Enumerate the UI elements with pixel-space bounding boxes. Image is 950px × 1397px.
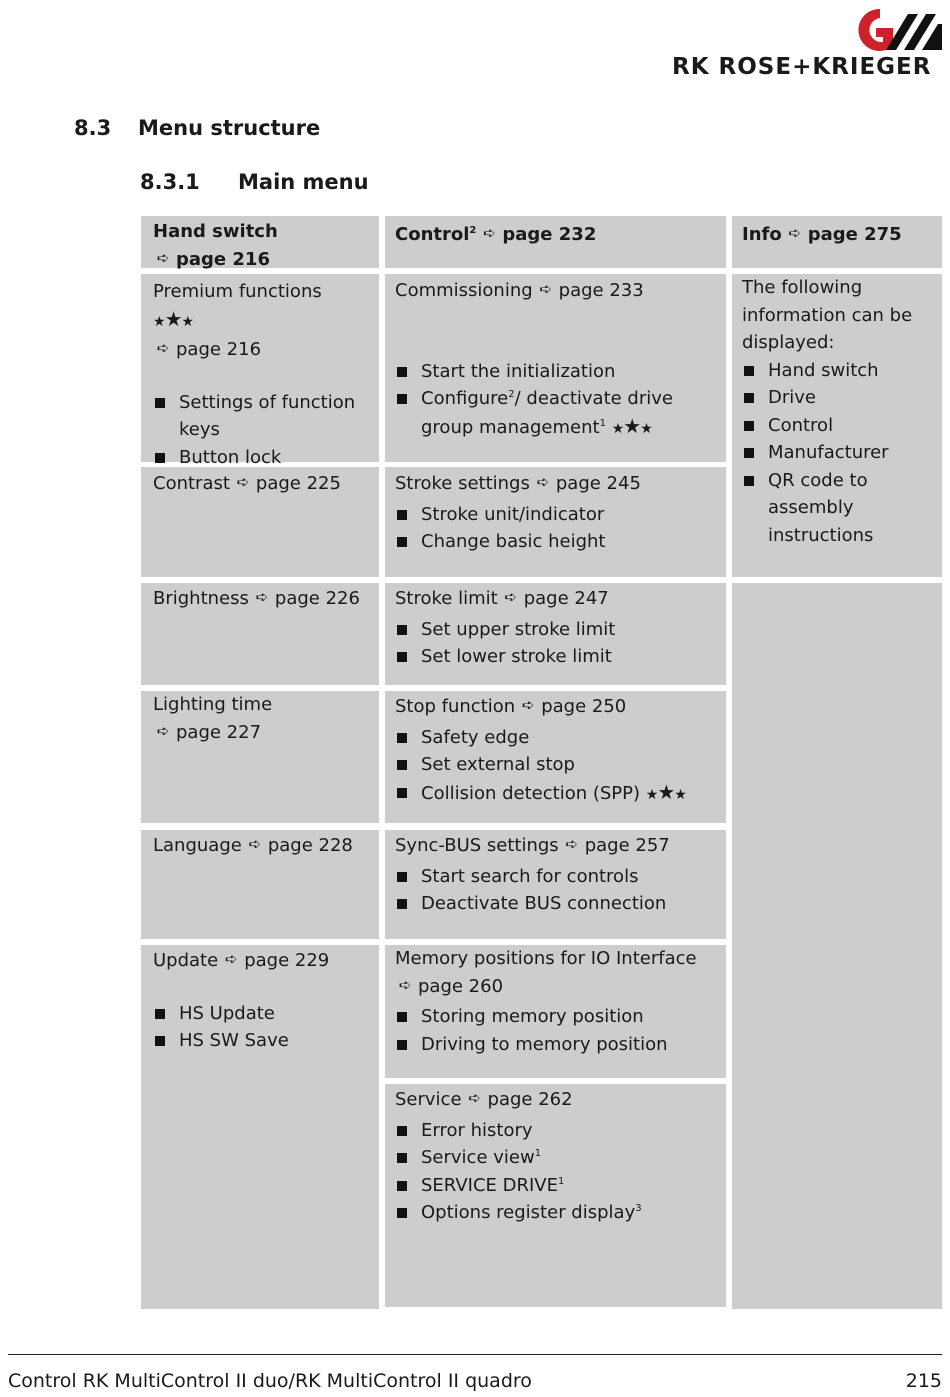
stroke-limit-page[interactable]: page 247 bbox=[523, 588, 609, 609]
stop-function-title: Stop function bbox=[395, 696, 516, 717]
stroke-settings-cell bbox=[385, 467, 726, 577]
page-ref-arrow-icon: ➪ bbox=[156, 721, 170, 740]
sync-bus-page[interactable]: page 257 bbox=[584, 835, 670, 856]
page-ref-arrow-icon: ➪ bbox=[565, 835, 578, 853]
info-intro: The following information can be displayed: bbox=[742, 277, 913, 353]
section-number: 8.3 bbox=[74, 116, 112, 140]
brand-logo-icon bbox=[852, 6, 944, 52]
info-content-cell bbox=[732, 274, 942, 577]
lighting-time-page[interactable]: page 227 bbox=[176, 721, 262, 743]
stroke-limit-cell bbox=[385, 583, 726, 685]
hand-switch-title: Hand switch bbox=[153, 221, 278, 242]
list-item: Control bbox=[742, 412, 930, 440]
list-item: QR code to assembly instructions bbox=[742, 467, 930, 550]
brand-name: RK ROSE+KRIEGER bbox=[672, 54, 932, 80]
info-header bbox=[732, 216, 942, 268]
page-ref-arrow-icon: ➪ bbox=[536, 473, 550, 491]
memory-positions-title: Memory positions for IO Interface bbox=[395, 948, 697, 969]
control-header bbox=[385, 216, 726, 268]
page-ref-arrow-icon: ➪ bbox=[248, 835, 262, 853]
page-ref-arrow-icon: ➪ bbox=[236, 473, 250, 491]
list-item: Stroke unit/indicator bbox=[395, 501, 714, 529]
list-item: Start search for controls bbox=[395, 863, 714, 891]
page-ref-arrow-icon: ➪ bbox=[539, 280, 552, 298]
list-item: Set lower stroke limit bbox=[395, 643, 714, 671]
brightness-page[interactable]: page 226 bbox=[274, 588, 360, 609]
page-ref-arrow-icon: ➪ bbox=[521, 696, 535, 714]
update-title: Update bbox=[153, 950, 219, 971]
language-title: Language bbox=[153, 835, 242, 856]
stroke-limit-title: Stroke limit bbox=[395, 588, 498, 609]
sync-bus-title: Sync-BUS settings bbox=[395, 835, 559, 856]
sync-bus-cell bbox=[385, 830, 726, 939]
info-page[interactable]: page 275 bbox=[807, 224, 902, 245]
language-page[interactable]: page 228 bbox=[267, 835, 353, 856]
subsection-title: Main menu bbox=[238, 170, 369, 194]
memory-positions-cell bbox=[385, 945, 726, 1078]
list-item: Manufacturer bbox=[742, 439, 930, 467]
subsection-heading bbox=[140, 170, 369, 194]
update-cell bbox=[141, 945, 379, 1309]
info-title: Info bbox=[742, 224, 782, 245]
brightness-title: Brightness bbox=[153, 588, 249, 609]
list-item: Set upper stroke limit bbox=[395, 616, 714, 644]
list-item: Collision detection (SPP) ★★★ bbox=[395, 779, 714, 810]
premium-stars-icon: ★★★ bbox=[611, 413, 652, 438]
footer-page-number: 215 bbox=[905, 1370, 942, 1392]
list-item: HS SW Save bbox=[153, 1027, 367, 1055]
page-ref-arrow-icon: ➪ bbox=[255, 588, 269, 606]
section-title: Menu structure bbox=[138, 116, 321, 140]
list-item: Drive bbox=[742, 384, 930, 412]
premium-stars-icon: ★★★ bbox=[153, 306, 194, 331]
list-item: Change basic height bbox=[395, 528, 714, 556]
list-item: Button lock bbox=[153, 444, 367, 472]
list-item: Service view$^1$ bbox=[395, 1144, 714, 1172]
list-item: Driving to memory position bbox=[395, 1031, 714, 1059]
update-page[interactable]: page 229 bbox=[244, 950, 330, 971]
list-item: HS Update bbox=[153, 1000, 367, 1028]
control-page[interactable]: page 232 bbox=[502, 224, 597, 245]
list-item: Options register display$^3$ bbox=[395, 1199, 714, 1227]
premium-functions-page[interactable]: page 216 bbox=[176, 339, 262, 360]
commissioning-cell bbox=[385, 274, 726, 462]
control-title: Control bbox=[395, 224, 470, 245]
footer-document-title: Control RK MultiControl II duo/RK MultiControl II quadro bbox=[8, 1370, 532, 1392]
premium-functions-cell bbox=[141, 274, 379, 468]
hand-switch-header bbox=[141, 216, 379, 268]
page-ref-arrow-icon: ➪ bbox=[156, 248, 170, 267]
premium-functions-title: Premium functions bbox=[153, 281, 322, 302]
page-ref-arrow-icon: ➪ bbox=[156, 339, 170, 357]
language-cell bbox=[141, 830, 379, 939]
info-empty-cell bbox=[732, 583, 942, 1309]
contrast-title: Contrast bbox=[153, 473, 230, 494]
stroke-settings-page[interactable]: page 245 bbox=[555, 473, 641, 494]
commissioning-page[interactable]: page 233 bbox=[558, 280, 644, 301]
subsection-number: 8.3.1 bbox=[140, 170, 200, 194]
list-item: Storing memory position bbox=[395, 1003, 714, 1031]
list-item: Start the initialization bbox=[395, 358, 714, 386]
page-ref-arrow-icon: ➪ bbox=[224, 950, 238, 968]
footnote-marker: 2 bbox=[469, 225, 477, 236]
list-item: Settings of function keys bbox=[153, 389, 367, 444]
list-item: Error history bbox=[395, 1117, 714, 1145]
page-ref-arrow-icon: ➪ bbox=[504, 588, 517, 606]
commissioning-title: Commissioning bbox=[395, 280, 533, 301]
stop-function-cell bbox=[385, 691, 726, 823]
lighting-time-cell bbox=[141, 691, 379, 823]
list-item: Deactivate BUS connection bbox=[395, 890, 714, 918]
service-title: Service bbox=[395, 1089, 462, 1110]
list-item: Configure$^2$/ deactivate drive group management$^1$ ★★★ bbox=[395, 385, 714, 443]
list-item: SERVICE DRIVE$^1$ bbox=[395, 1172, 714, 1200]
section-heading bbox=[74, 116, 320, 140]
list-item: Set external stop bbox=[395, 751, 714, 779]
contrast-page[interactable]: page 225 bbox=[255, 473, 341, 494]
footer-divider bbox=[8, 1354, 942, 1355]
brightness-cell bbox=[141, 583, 379, 685]
hand-switch-page[interactable]: page 216 bbox=[176, 248, 270, 270]
lighting-time-title: Lighting time bbox=[153, 694, 273, 715]
contrast-cell bbox=[141, 467, 379, 577]
page-ref-arrow-icon: ➪ bbox=[398, 975, 412, 994]
stroke-settings-title: Stroke settings bbox=[395, 473, 530, 494]
page-ref-arrow-icon: ➪ bbox=[468, 1089, 481, 1107]
service-page[interactable]: page 262 bbox=[487, 1089, 573, 1110]
list-item: Safety edge bbox=[395, 724, 714, 752]
page-ref-arrow-icon: ➪ bbox=[483, 224, 496, 242]
stop-function-page[interactable]: page 250 bbox=[541, 696, 627, 717]
memory-positions-page[interactable]: page 260 bbox=[418, 975, 504, 997]
service-cell bbox=[385, 1084, 726, 1307]
premium-stars-icon: ★★★ bbox=[645, 779, 686, 804]
list-item: Hand switch bbox=[742, 357, 930, 385]
page-ref-arrow-icon: ➪ bbox=[788, 224, 801, 242]
